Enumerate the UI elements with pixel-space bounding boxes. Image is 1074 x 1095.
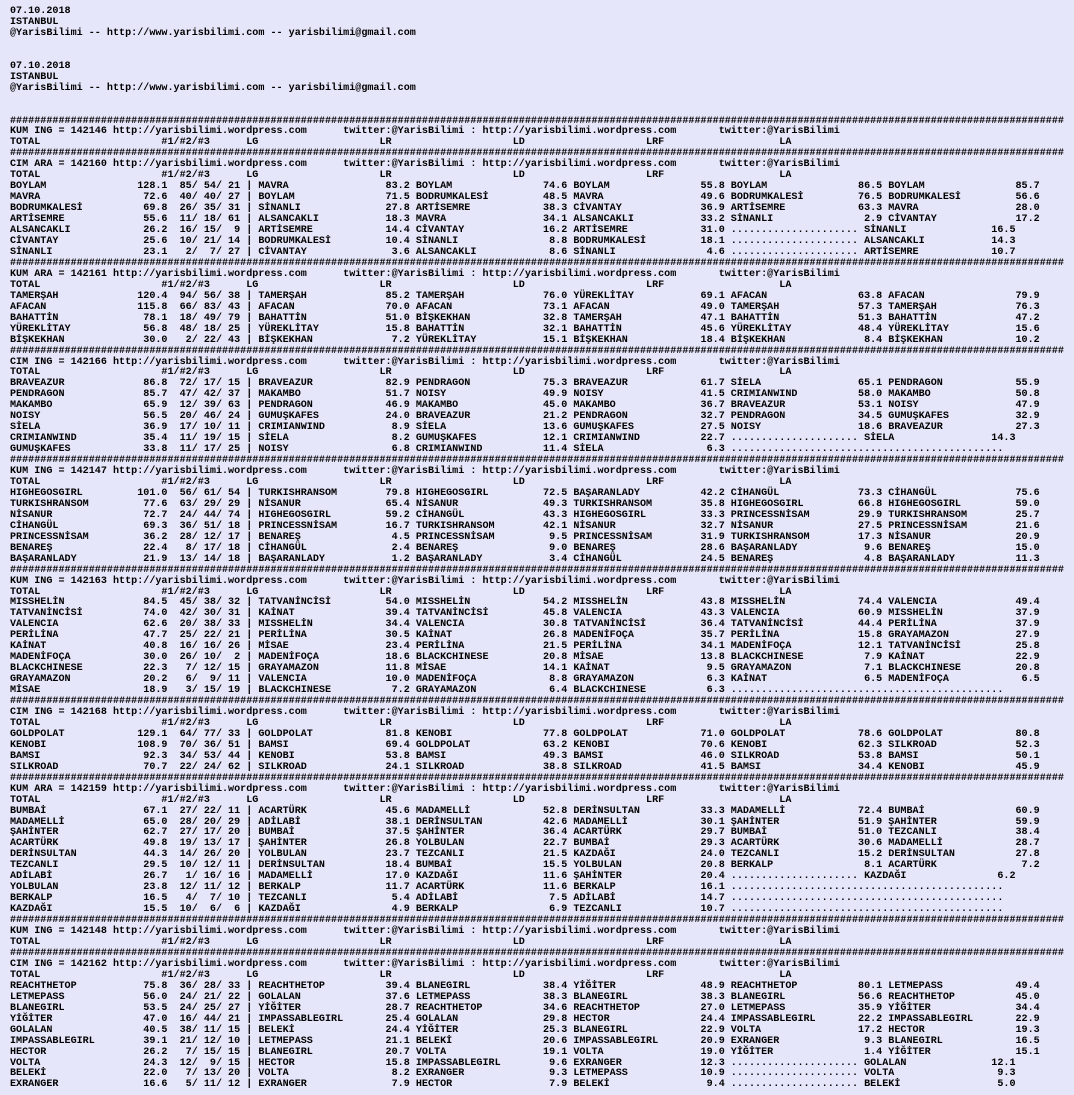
separator-line: ############################################################################################################################################################################## xyxy=(10,915,1064,927)
text-line: AFACAN 115.8 66/ 83/ 43 | AFACAN 70.0 AFACAN 73.1 AFACAN 49.0 TAMERŞAH 57.3 TAMERŞAH 76.3 xyxy=(10,301,1040,313)
text-line: TAMERŞAH 120.4 94/ 56/ 38 | TAMERŞAH 85.2 TAMERŞAH 76.0 YÜREKLİTAY 69.1 AFACAN 63.8 AFACAN 79.9 xyxy=(10,290,1040,302)
text-line: CIM ING = 142162 http://yarisbilimi.wordpress.com twitter:@YarisBilimi : http://yarisbilimi.wordpress.com twitter:@YarisBilimi xyxy=(10,958,840,970)
text-line: GRAYAMAZON 20.2 6/ 9/ 11 | VALENCIA 10.0 MADENİFOÇA 8.8 GRAYAMAZON 6.3 KAİNAT 6.5 MADENİFOÇA 6.5 xyxy=(10,674,1040,686)
text-line: BAHATTİN 78.1 18/ 49/ 79 | BAHATTİN 51.0 BİŞKEKHAN 32.8 TAMERŞAH 47.1 BAHATTİN 51.3 BAHATTİN 47.2 xyxy=(10,312,1040,324)
text-line: DERİNSULTAN 44.3 14/ 26/ 20 | YOLBULAN 23.7 TEZCANLI 21.5 KAZDAĞI 24.0 TEZCANLI 15.2 DERİNSULTAN 27.8 xyxy=(10,849,1040,861)
separator-line: ############################################################################################################################################################################## xyxy=(10,455,1064,467)
text-line: ACARTÜRK 49.8 19/ 13/ 17 | ŞAHİNTER 26.8 YOLBULAN 22.7 BUMBAİ 29.3 ACARTÜRK 30.6 MADAMELLİ 28.7 xyxy=(10,838,1040,850)
blank-line xyxy=(10,95,1074,106)
text-line: BAMSI 92.3 34/ 53/ 44 | KENOBI 53.8 BAMSI 49.3 BAMSI 46.0 SILKROAD 53.8 BAMSI 50.1 xyxy=(10,750,1040,762)
text-line: 07.10.2018 xyxy=(10,60,71,72)
text-line: KAZDAĞI 15.5 10/ 6/ 6 | KAZDAĞI 4.9 BERKALP 6.9 TEZCANLI 10.7 ............................................. xyxy=(10,904,1004,916)
text-line: EXRANGER 16.6 5/ 11/ 12 | EXRANGER 7.9 HECTOR 7.9 BELEKİ 9.4 ..................... BELEKİ 5.0 xyxy=(10,1079,1016,1091)
text-line: CRIMIANWIND 35.4 11/ 19/ 15 | SİELA 8.2 GUMUŞKAFES 12.1 CRIMIANWIND 22.7 ..................... SİELA 14.3 xyxy=(10,433,1016,445)
text-line: MİSAE 18.9 3/ 15/ 19 | BLACKCHINESE 7.2 GRAYAMAZON 6.4 BLACKCHINESE 6.3 ............................................. xyxy=(10,685,1004,697)
text-line: TOTAL #1/#2/#3 LG LR LD LRF LA xyxy=(10,367,792,379)
text-line: ŞAHİNTER 62.7 27/ 17/ 20 | BUMBAİ 37.5 ŞAHİNTER 36.4 ACARTÜRK 29.7 BUMBAİ 51.0 TEZCANLI 38.4 xyxy=(10,827,1040,839)
text-line: @YarisBilimi -- http://www.yarisbilimi.com -- yarisbilimi@gmail.com xyxy=(10,27,416,39)
text-line: BODRUMKALESİ 69.8 26/ 35/ 31 | SİNANLI 27.8 ARTİSEMRE 38.3 CİVANTAY 36.9 ARTİSEMRE 63.3 MAVRA 28.0 xyxy=(10,203,1040,215)
text-line: KUM ING = 142148 http://yarisbilimi.wordpress.com twitter:@YarisBilimi : http://yarisbilimi.wordpress.com twitter:@YarisBilimi xyxy=(10,926,840,938)
text-line: VALENCIA 62.6 20/ 38/ 33 | MISSHELİN 34.4 VALENCIA 30.8 TATVANİNCİSİ 36.4 TATVANİNCİSİ 44.4 PERİLİNA 37.9 xyxy=(10,619,1040,631)
text-line: BRAVEAZUR 86.8 72/ 17/ 15 | BRAVEAZUR 82.9 PENDRAGON 75.3 BRAVEAZUR 61.7 SİELA 65.1 PENDRAGON 55.9 xyxy=(10,378,1040,390)
text-line: ISTANBUL xyxy=(10,16,59,28)
text-line: KENOBI 108.9 70/ 36/ 51 | BAMSI 69.4 GOLDPOLAT 63.2 KENOBI 70.6 KENOBI 62.3 SILKROAD 52.3 xyxy=(10,739,1040,751)
text-line: ADİLABİ 26.7 1/ 16/ 16 | MADAMELLİ 17.0 KAZDAĞI 11.6 ŞAHİNTER 20.4 ..................... KAZDAĞI 6.2 xyxy=(10,871,1016,883)
text-line: BLACKCHINESE 22.3 7/ 12/ 15 | GRAYAMAZON 11.8 MİSAE 14.1 KAİNAT 9.5 GRAYAMAZON 7.1 BLACKCHINESE 20.8 xyxy=(10,663,1040,675)
blank-line xyxy=(10,106,1074,117)
text-line: BLANEGIRL 53.5 24/ 25/ 27 | YİĞİTER 28.7 REACHTHETOP 34.6 REACHTHETOP 27.0 LETMEPASS 35.9 YİĞİTER 34.4 xyxy=(10,1002,1040,1014)
separator-line: ############################################################################################################################################################################## xyxy=(10,148,1064,160)
text-line: TOTAL #1/#2/#3 LG LR LD LRF LA xyxy=(10,476,792,488)
text-line: BELEKİ 22.0 7/ 13/ 20 | VOLTA 8.2 EXRANGER 9.3 LETMEPASS 10.9 ..................... VOLTA 9.3 xyxy=(10,1068,1016,1080)
text-line: 07.10.2018 xyxy=(10,6,71,17)
text-line: SILKROAD 70.7 22/ 24/ 62 | SILKROAD 24.1 SILKROAD 38.8 SILKROAD 41.5 BAMSI 34.4 KENOBI 45.9 xyxy=(10,761,1040,773)
text-line: CIM ARA = 142160 http://yarisbilimi.wordpress.com twitter:@YarisBilimi : http://yarisbilimi.wordpress.com twitter:@YarisBilimi xyxy=(10,159,840,171)
text-line: TOTAL #1/#2/#3 LG LR LD LRF LA xyxy=(10,137,792,149)
text-line: KAİNAT 40.8 16/ 16/ 26 | MİSAE 23.4 PERİLİNA 21.5 PERİLİNA 34.1 MADENİFOÇA 12.1 TATVANİNCİSİ 25.8 xyxy=(10,641,1040,653)
text-line: PRINCESSNİSAM 36.2 28/ 12/ 17 | BENAREŞ 4.5 PRINCESSNİSAM 9.5 PRINCESSNİSAM 31.9 TURKISHRANSOM 17.3 NİSANUR 20.9 xyxy=(10,531,1040,543)
text-line: TOTAL #1/#2/#3 LG LR LD LRF LA xyxy=(10,279,792,291)
separator-line: ############################################################################################################################################################################## xyxy=(10,696,1064,708)
text-line: REACHTHETOP 75.8 36/ 28/ 33 | REACHTHETOP 39.4 BLANEGIRL 38.4 YİĞİTER 48.9 REACHTHETOP 80.1 LETMEPASS 49.4 xyxy=(10,980,1040,992)
separator-line: ############################################################################################################################################################################## xyxy=(10,257,1064,269)
text-line: GUMUŞKAFES 33.8 11/ 17/ 25 | NOISY 6.8 CRIMIANWIND 11.4 SİELA 6.3 ............................................. xyxy=(10,444,1004,456)
separator-line: ############################################################################################################################################################################## xyxy=(10,115,1064,127)
text-line: BOYLAM 128.1 85/ 54/ 21 | MAVRA 83.2 BOYLAM 74.6 BOYLAM 55.8 BOYLAM 86.5 BOYLAM 85.7 xyxy=(10,181,1040,193)
text-line: HECTOR 26.2 7/ 15/ 15 | BLANEGIRL 20.7 VOLTA 19.1 VOLTA 19.0 YİĞİTER 1.4 YİĞİTER 15.1 xyxy=(10,1046,1040,1058)
text-line: KUM ARA = 142159 http://yarisbilimi.wordpress.com twitter:@YarisBilimi : http://yarisbilimi.wordpress.com twitter:@YarisBilimi xyxy=(10,783,840,795)
text-line: GOLDPOLAT 129.1 64/ 77/ 33 | GOLDPOLAT 81.8 KENOBI 77.8 GOLDPOLAT 71.0 GOLDPOLAT 78.6 GOLDPOLAT 80.8 xyxy=(10,728,1040,740)
text-line: MADAMELLİ 65.0 28/ 20/ 29 | ADİLABİ 38.1 DERİNSULTAN 42.6 MADAMELLİ 30.1 ŞAHİNTER 51.9 ŞAHİNTER 59.9 xyxy=(10,816,1040,828)
text-line: HIGHEGOSGIRL 101.0 56/ 61/ 54 | TURKISHRANSOM 79.8 HIGHEGOSGIRL 72.5 BAŞARANLADY 42.2 CİHANGÜL 73.3 CİHANGÜL 75.6 xyxy=(10,487,1040,499)
separator-line: ############################################################################################################################################################################## xyxy=(10,345,1064,357)
separator-line: ############################################################################################################################################################################## xyxy=(10,947,1064,959)
text-line: ARTİSEMRE 55.6 11/ 18/ 61 | ALSANCAKLI 18.3 MAVRA 34.1 ALSANCAKLI 33.2 SİNANLI 2.9 CİVANTAY 17.2 xyxy=(10,214,1040,226)
text-line: TOTAL #1/#2/#3 LG LR LD LRF LA xyxy=(10,794,792,806)
text-line: BUMBAİ 67.1 27/ 22/ 11 | ACARTÜRK 45.6 MADAMELLİ 52.8 DERİNSULTAN 33.3 MADAMELLİ 72.4 BUMBAİ 60.9 xyxy=(10,805,1040,817)
text-line: CIM ING = 142168 http://yarisbilimi.wordpress.com twitter:@YarisBilimi : http://yarisbilimi.wordpress.com twitter:@YarisBilimi xyxy=(10,707,840,718)
text-line: VOLTA 24.3 12/ 9/ 15 | HECTOR 15.8 IMPASSABLEGIRL 9.6 EXRANGER 12.3 ..................... GOLALAN 12.1 xyxy=(10,1057,1016,1069)
text-line: BAŞARANLADY 21.9 13/ 14/ 18 | BAŞARANLADY 1.2 BAŞARANLADY 3.4 CİHANGÜL 24.5 BENAREŞ 4.8 BAŞARANLADY 11.3 xyxy=(10,553,1040,565)
text-line: MAVRA 72.6 40/ 40/ 27 | BOYLAM 71.5 BODRUMKALESİ 48.5 MAVRA 49.6 BODRUMKALESİ 76.5 BODRUMKALESİ 56.6 xyxy=(10,192,1040,204)
text-line: TOTAL #1/#2/#3 LG LR LD LRF LA xyxy=(10,969,792,981)
blank-line xyxy=(10,40,1074,51)
text-line: IMPASSABLEGIRL 39.1 21/ 12/ 10 | LETMEPASS 21.1 BELEKİ 20.6 IMPASSABLEGIRL 20.9 EXRANGER 9.3 BLANEGIRL 16.5 xyxy=(10,1035,1040,1047)
text-line: MADENİFOÇA 30.0 26/ 10/ 2 | MADENİFOÇA 18.6 BLACKCHINESE 20.8 MİSAE 13.8 BLACKCHINESE 7.9 KAİNAT 22.9 xyxy=(10,652,1040,664)
text-line: KUM ARA = 142161 http://yarisbilimi.wordpress.com twitter:@YarisBilimi : http://yarisbilimi.wordpress.com twitter:@YarisBilimi xyxy=(10,268,840,280)
separator-line: ############################################################################################################################################################################## xyxy=(10,564,1064,576)
text-line: BİŞKEKHAN 30.0 2/ 22/ 43 | BİŞKEKHAN 7.2 YÜREKLİTAY 15.1 BİŞKEKHAN 18.4 BİŞKEKHAN 8.4 BİŞKEKHAN 10.2 xyxy=(10,334,1040,346)
text-line: TEZCANLI 29.5 10/ 12/ 11 | DERİNSULTAN 18.4 BUMBAİ 15.5 YOLBULAN 20.8 BERKALP 8.1 ACARTÜRK 7.2 xyxy=(10,860,1040,872)
separator-line: ############################################################################################################################################################################## xyxy=(10,772,1064,784)
text-line: NOISY 56.5 20/ 46/ 24 | GUMUŞKAFES 24.0 BRAVEAZUR 21.2 PENDRAGON 32.7 PENDRAGON 34.5 GUMUŞKAFES 32.9 xyxy=(10,411,1040,423)
text-line: GOLALAN 40.5 38/ 11/ 15 | BELEKİ 24.4 YİĞİTER 25.3 BLANEGIRL 22.9 VOLTA 17.2 HECTOR 19.3 xyxy=(10,1024,1040,1036)
text-line: PERİLİNA 47.7 25/ 22/ 21 | PERİLİNA 30.5 KAİNAT 26.8 MADENİFOÇA 35.7 PERİLİNA 15.8 GRAYAMAZON 27.9 xyxy=(10,630,1040,642)
text-line: LETMEPASS 56.0 24/ 21/ 22 | GOLALAN 37.6 LETMEPASS 38.3 BLANEGIRL 38.3 BLANEGIRL 56.6 REACHTHETOP 45.0 xyxy=(10,991,1040,1003)
text-line: CİHANGÜL 69.3 36/ 51/ 18 | PRINCESSNİSAM 16.7 TURKISHRANSOM 42.1 NİSANUR 32.7 NİSANUR 27.5 PRINCESSNİSAM 21.6 xyxy=(10,520,1040,532)
text-line: TOTAL #1/#2/#3 LG LR LD LRF LA xyxy=(10,586,792,598)
text-line: YİĞİTER 47.0 16/ 44/ 21 | IMPASSABLEGIRL 25.4 GOLALAN 29.8 HECTOR 24.4 IMPASSABLEGIRL 22.2 IMPASSABLEGIRL 22.9 xyxy=(10,1013,1040,1025)
text-line: MAKAMBO 65.9 12/ 39/ 63 | PENDRAGON 46.9 MAKAMBO 45.0 MAKAMBO 36.7 BRAVEAZUR 53.1 NOISY 47.9 xyxy=(10,400,1040,412)
text-line: CIM ING = 142166 http://yarisbilimi.wordpress.com twitter:@YarisBilimi : http://yarisbilimi.wordpress.com twitter:@YarisBilimi xyxy=(10,356,840,368)
blank-line xyxy=(10,51,1074,62)
text-line: @YarisBilimi -- http://www.yarisbilimi.com -- yarisbilimi@gmail.com xyxy=(10,82,416,94)
text-line: YÜREKLİTAY 56.8 48/ 18/ 25 | YÜREKLİTAY 15.8 BAHATTİN 32.1 BAHATTİN 45.6 YÜREKLİTAY 48.4 YÜREKLİTAY 15.6 xyxy=(10,323,1040,335)
text-line: CİVANTAY 25.6 10/ 21/ 14 | BODRUMKALESİ 10.4 SİNANLI 8.8 BODRUMKALESİ 18.1 ..................... ALSANCAKLI 14.3 xyxy=(10,236,1016,248)
text-line: KUM ING = 142147 http://yarisbilimi.wordpress.com twitter:@YarisBilimi : http://yarisbilimi.wordpress.com twitter:@YarisBilimi xyxy=(10,466,840,478)
text-line: ISTANBUL xyxy=(10,71,59,83)
text-line: KUM ING = 142163 http://yarisbilimi.wordpress.com twitter:@YarisBilimi : http://yarisbilimi.wordpress.com twitter:@YarisBilimi xyxy=(10,575,840,587)
text-line: PENDRAGON 85.7 47/ 42/ 37 | MAKAMBO 51.7 NOISY 49.9 NOISY 41.5 CRIMIANWIND 58.0 MAKAMBO 50.8 xyxy=(10,389,1040,401)
text-line: TOTAL #1/#2/#3 LG LR LD LRF LA xyxy=(10,937,792,949)
text-line: TOTAL #1/#2/#3 LG LR LD LRF LA xyxy=(10,170,792,182)
text-line: SİELA 36.9 17/ 10/ 11 | CRIMIANWIND 8.9 SİELA 13.6 GUMUŞKAFES 27.5 NOISY 18.6 BRAVEAZUR 27.3 xyxy=(10,422,1040,434)
text-line: YOLBULAN 23.8 12/ 11/ 12 | BERKALP 11.7 ACARTÜRK 11.6 BERKALP 16.1 ............................................. xyxy=(10,882,1004,894)
text-line: TURKISHRANSOM 77.6 63/ 29/ 29 | NİSANUR 65.4 NİSANUR 49.3 TURKISHRANSOM 35.8 HIGHEGOSGIRL 66.8 HIGHEGOSGIRL 59.0 xyxy=(10,498,1040,510)
text-line: TATVANİNCİSİ 74.0 42/ 30/ 31 | KAİNAT 39.4 TATVANİNCİSİ 45.8 VALENCIA 43.3 VALENCIA 60.9 MISSHELİN 37.9 xyxy=(10,608,1040,620)
text-line: TOTAL #1/#2/#3 LG LR LD LRF LA xyxy=(10,717,792,729)
text-line: MISSHELİN 84.5 45/ 38/ 32 | TATVANİNCİSİ 54.0 MISSHELİN 54.2 MISSHELİN 43.8 MISSHELİN 74.4 VALENCIA 49.4 xyxy=(10,597,1040,609)
text-line: SİNANLI 23.1 2/ 7/ 27 | CİVANTAY 3.6 ALSANCAKLI 8.6 SİNANLI 4.6 ..................... ARTİSEMRE 10.7 xyxy=(10,246,1016,258)
text-line: ALSANCAKLI 26.2 16/ 15/ 9 | ARTİSEMRE 14.4 CİVANTAY 16.2 ARTİSEMRE 31.0 ..................... SİNANLI 16.5 xyxy=(10,225,1016,237)
text-line: BENAREŞ 22.4 8/ 17/ 18 | CİHANGÜL 2.4 BENAREŞ 9.0 BENAREŞ 28.6 BAŞARANLADY 9.6 BENAREŞ 15.0 xyxy=(10,542,1040,554)
text-line: BERKALP 16.5 4/ 7/ 10 | TEZCANLI 5.4 ADİLABİ 7.5 ADİLABİ 14.7 ............................................. xyxy=(10,893,1004,905)
text-line: KUM ING = 142146 http://yarisbilimi.wordpress.com twitter:@YarisBilimi : http://yarisbilimi.wordpress.com twitter:@YarisBilimi xyxy=(10,126,840,138)
text-line: NİSANUR 72.7 24/ 44/ 74 | HIGHEGOSGIRL 59.2 CİHANGÜL 43.3 HIGHEGOSGIRL 33.3 PRINCESSNİSAM 29.9 TURKISHRANSOM 25.7 xyxy=(10,509,1040,521)
